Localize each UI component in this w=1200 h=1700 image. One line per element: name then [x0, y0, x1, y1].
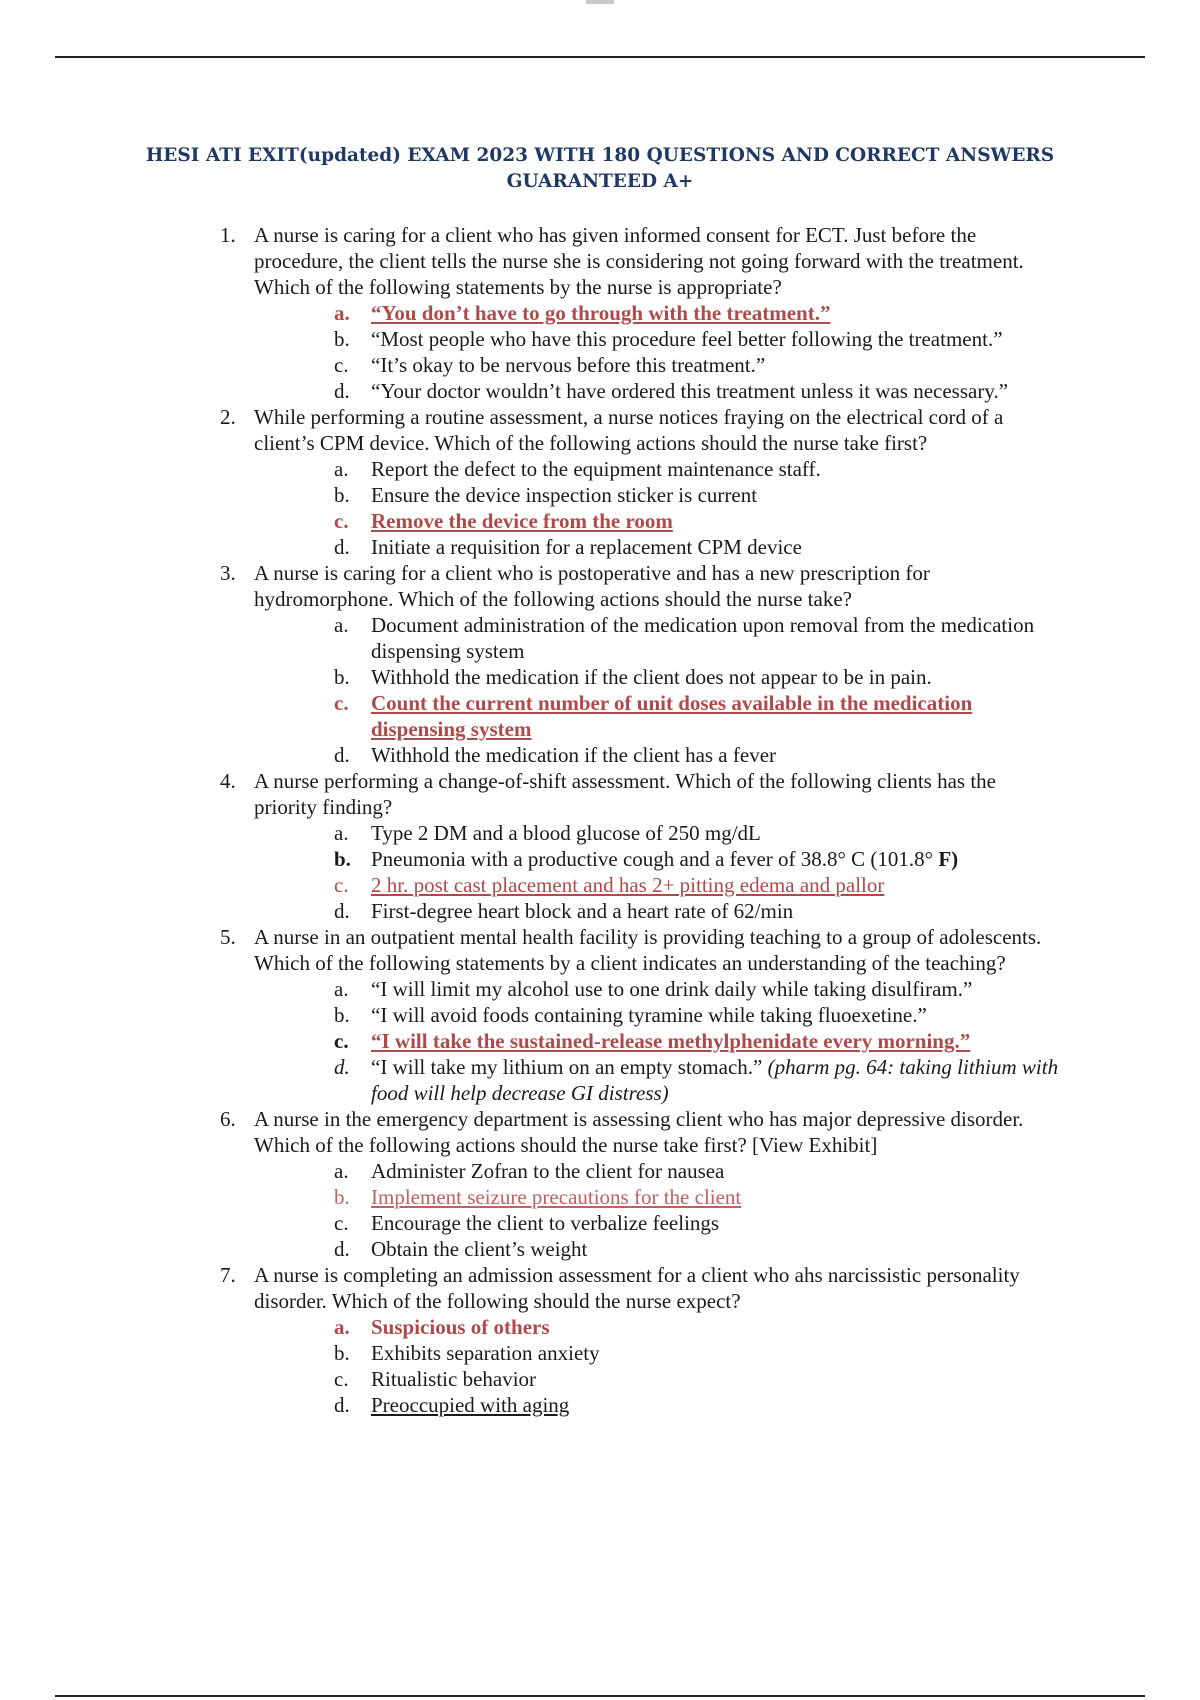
answer-option-correct: [254, 300, 1060, 326]
option-text: Pneumonia with a productive cough and a fever of 38.8° C (101.8°: [371, 847, 939, 871]
option-text: Remove the device from the room: [371, 509, 673, 533]
answer-option: [254, 352, 1060, 378]
question-5: [210, 924, 1060, 1106]
option-letter: c.: [334, 1029, 349, 1053]
option-text: Type 2 DM and a blood glucose of 250 mg/dL: [371, 821, 761, 845]
option-text: “Most people who have this procedure feel better following the treatment.”: [371, 327, 1003, 351]
option-text: “I will take the sustained-release methylphenidate every morning.”: [371, 1029, 971, 1053]
answer-option: [254, 1158, 1060, 1184]
option-letter: b.: [334, 483, 350, 507]
answer-option: [254, 1236, 1060, 1262]
question-text: A nurse in an outpatient mental health facility is providing teaching to a group of adolescents. Which of the following statements by a client indicates an understanding of the teaching?: [254, 925, 1042, 975]
answer-option: [254, 1002, 1060, 1028]
footer-rule: [55, 1695, 1145, 1697]
answer-options: [254, 456, 1060, 560]
option-text: “I will take my lithium on an empty stomach.”: [371, 1055, 768, 1079]
question-number: 3.: [220, 561, 236, 585]
option-letter: d.: [334, 379, 350, 403]
answer-option: [254, 612, 1060, 664]
option-letter: d.: [334, 535, 350, 559]
question-6: [210, 1106, 1060, 1262]
option-text: 2 hr. post cast placement and has 2+ pitting edema and pallor: [371, 873, 885, 897]
option-letter: a.: [334, 301, 350, 325]
option-letter: d.: [334, 1055, 350, 1079]
answer-option: [254, 1340, 1060, 1366]
answer-option: [254, 1054, 1060, 1106]
answer-options: [254, 300, 1060, 404]
answer-option: [254, 326, 1060, 352]
option-text: “You don’t have to go through with the treatment.”: [371, 301, 831, 325]
option-letter: c.: [334, 691, 349, 715]
answer-options: [254, 1158, 1060, 1262]
answer-option: [254, 846, 1060, 872]
option-letter: b.: [334, 1341, 350, 1365]
question-3: [210, 560, 1060, 768]
option-letter: a.: [334, 1159, 349, 1183]
title-line-2: GUARANTEED A+: [506, 171, 694, 192]
option-letter: a.: [334, 613, 349, 637]
option-letter: d.: [334, 899, 350, 923]
answer-option-correct: [254, 690, 1060, 742]
page-top-marker: [586, 0, 614, 4]
answer-option-correct: [254, 872, 1060, 898]
option-text: “I will avoid foods containing tyramine while taking fluoexetine.”: [371, 1003, 927, 1027]
question-number: 6.: [220, 1107, 236, 1131]
answer-option-correct: [254, 1314, 1060, 1340]
answer-option-correct: [254, 508, 1060, 534]
option-letter: b.: [334, 1185, 350, 1209]
question-number: 5.: [220, 925, 236, 949]
question-number: 2.: [220, 405, 236, 429]
question-text: A nurse is caring for a client who has given informed consent for ECT. Just before the procedure, the client tells the nurse she is considering not going forward with the treatment. Which of the following statements by the nurse is appropriate?: [254, 223, 1024, 299]
title-line-1: HESI ATI EXIT(updated) EXAM 2023 WITH 180 QUESTIONS AND CORRECT ANSWERS: [145, 145, 1055, 166]
option-letter: b.: [334, 1003, 350, 1027]
question-text: While performing a routine assessment, a nurse notices fraying on the electrical cord of a client’s CPM device. Which of the following actions should the nurse take first?: [254, 405, 1004, 455]
option-text: Suspicious of others: [371, 1315, 550, 1339]
answer-option: [254, 976, 1060, 1002]
question-1: [210, 222, 1060, 404]
option-text: Obtain the client’s weight: [371, 1237, 588, 1261]
option-text: Count the current number of unit doses available in the medication dispensing system: [371, 691, 973, 741]
option-text: Withhold the medication if the client does not appear to be in pain.: [371, 665, 932, 689]
option-text-bold: F): [938, 847, 959, 871]
question-text: A nurse is completing an admission assessment for a client who ahs narcissistic personality disorder. Which of the following should the nurse expect?: [254, 1263, 1020, 1313]
option-text: Administer Zofran to the client for nausea: [371, 1159, 725, 1183]
option-text: Initiate a requisition for a replacement CPM device: [371, 535, 802, 559]
option-text: “It’s okay to be nervous before this treatment.”: [371, 353, 766, 377]
option-letter: a.: [334, 977, 349, 1001]
option-text: First-degree heart block and a heart rate of 62/min: [371, 899, 794, 923]
answer-option: [254, 898, 1060, 924]
question-number: 4.: [220, 769, 236, 793]
question-number: 7.: [220, 1263, 236, 1287]
question-list: [210, 222, 1060, 1418]
answer-option: [254, 1392, 1060, 1418]
question-number: 1.: [220, 223, 236, 247]
answer-option: [254, 378, 1060, 404]
answer-option: [254, 664, 1060, 690]
option-text: Ritualistic behavior: [371, 1367, 537, 1391]
question-7: [210, 1262, 1060, 1418]
option-letter: a.: [334, 457, 349, 481]
answer-option: [254, 1210, 1060, 1236]
answer-options: [254, 612, 1060, 768]
question-text: A nurse is caring for a client who is postoperative and has a new prescription for hydromorphone. Which of the following actions should the nurse take?: [254, 561, 930, 611]
option-text: Exhibits separation anxiety: [371, 1341, 600, 1365]
option-letter: b.: [334, 847, 351, 871]
option-text: Preoccupied with aging: [371, 1393, 570, 1417]
option-letter: c.: [334, 1367, 349, 1391]
document-title: [100, 143, 1100, 195]
option-letter: b.: [334, 665, 350, 689]
question-4: [210, 768, 1060, 924]
answer-option: [254, 534, 1060, 560]
option-letter: d.: [334, 1237, 350, 1261]
option-letter: c.: [334, 509, 349, 533]
option-note: (pharm pg. 64: taking lithium with food will help decrease GI distress): [371, 1055, 1059, 1105]
header-rule: [55, 56, 1145, 58]
question-text: A nurse performing a change-of-shift assessment. Which of the following clients has the priority finding?: [254, 769, 997, 819]
option-letter: d.: [334, 1393, 350, 1417]
answer-option: [254, 742, 1060, 768]
option-letter: c.: [334, 1211, 349, 1235]
option-letter: a.: [334, 1315, 350, 1339]
option-letter: a.: [334, 821, 349, 845]
option-text: “I will limit my alcohol use to one drink daily while taking disulfiram.”: [371, 977, 973, 1001]
option-text: Ensure the device inspection sticker is current: [371, 483, 758, 507]
option-letter: c.: [334, 353, 349, 377]
answer-option: [254, 482, 1060, 508]
option-text: Document administration of the medication upon removal from the medication dispensing system: [371, 613, 1035, 663]
answer-option-correct: [254, 1184, 1060, 1210]
question-2: [210, 404, 1060, 560]
option-text: Report the defect to the equipment maintenance staff.: [371, 457, 821, 481]
question-text: A nurse in the emergency department is assessing client who has major depressive disorder. Which of the following actions should the nurse take first? [View Exhibit]: [254, 1107, 1024, 1157]
option-letter: d.: [334, 743, 350, 767]
option-text: Withhold the medication if the client has a fever: [371, 743, 777, 767]
answer-options: [254, 976, 1060, 1106]
answer-option-correct: [254, 1028, 1060, 1054]
option-letter: b.: [334, 327, 350, 351]
option-text: Implement seizure precautions for the client: [371, 1185, 742, 1209]
answer-option: [254, 820, 1060, 846]
answer-option: [254, 456, 1060, 482]
option-text: “Your doctor wouldn’t have ordered this treatment unless it was necessary.”: [371, 379, 1009, 403]
answer-options: [254, 1314, 1060, 1418]
answer-option: [254, 1366, 1060, 1392]
option-letter: c.: [334, 873, 349, 897]
option-text: Encourage the client to verbalize feelings: [371, 1211, 720, 1235]
answer-options: [254, 820, 1060, 924]
